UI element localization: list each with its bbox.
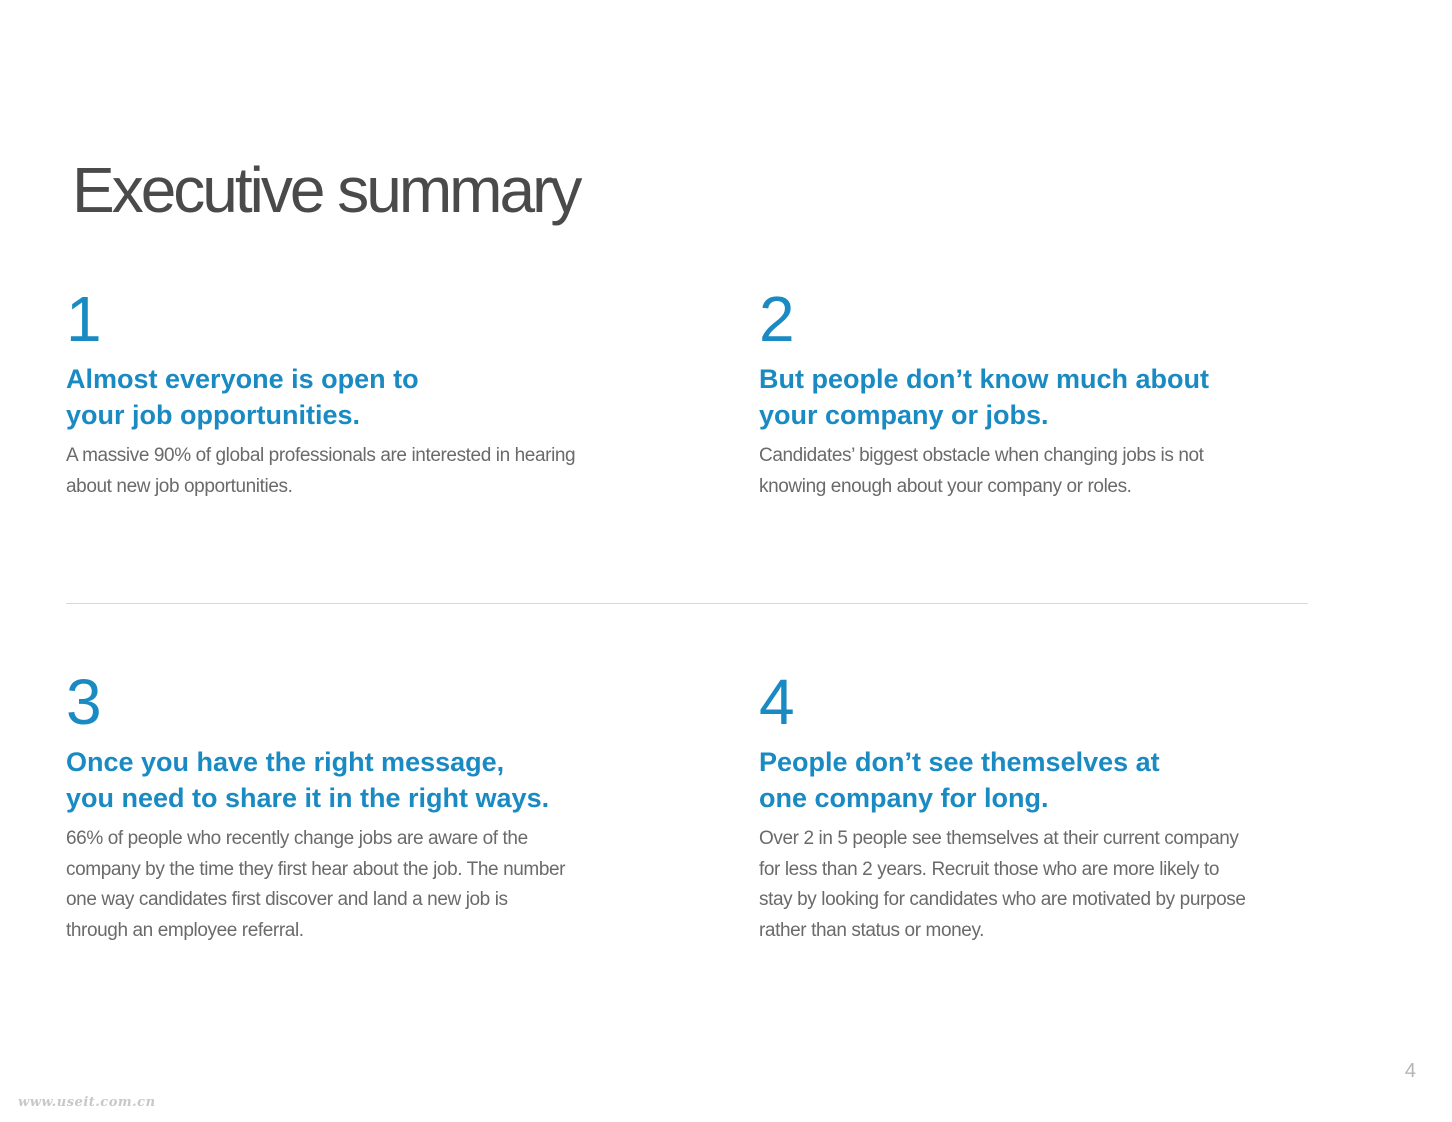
section-divider	[66, 603, 1308, 604]
item-heading-line: your job opportunities.	[66, 400, 360, 430]
item-heading	[759, 361, 1359, 433]
item-number: 2	[759, 283, 795, 355]
summary-item-3	[66, 666, 666, 946]
summary-item-2	[759, 283, 1359, 502]
item-heading-line: you need to share it in the right ways.	[66, 783, 550, 813]
item-body-line: one way candidates first discover and land a new job is	[66, 889, 508, 910]
item-body-line: knowing enough about your company or roles.	[759, 475, 1132, 497]
item-number: 1	[66, 283, 102, 355]
item-body	[759, 824, 1359, 946]
item-body-line: 66% of people who recently change jobs are aware of the	[66, 828, 528, 849]
item-body-line: about new job opportunities.	[66, 475, 293, 497]
item-body-line: company by the time they first hear about the job. The number	[66, 858, 566, 880]
item-heading-line: People don’t see themselves at	[759, 747, 1160, 777]
item-heading-line: Once you have the right message,	[66, 747, 505, 777]
item-body-line: Over 2 in 5 people see themselves at their current company	[759, 828, 1239, 849]
watermark: www.useit.com.cn	[18, 1095, 156, 1110]
item-number: 3	[66, 666, 102, 738]
item-heading-line: one company for long.	[759, 783, 1049, 813]
item-body-line: rather than status or money.	[759, 919, 985, 941]
item-body-line: A massive 90% of global professionals are interested in hearing	[66, 445, 576, 466]
item-heading-line: But people don’t know much about	[759, 364, 1209, 394]
item-number: 4	[759, 666, 795, 738]
item-heading-line: your company or jobs.	[759, 400, 1049, 430]
item-body	[759, 441, 1359, 502]
item-body-line: Candidates’ biggest obstacle when changing jobs is not	[759, 445, 1204, 466]
summary-item-4	[759, 666, 1359, 946]
item-heading-line: Almost everyone is open to	[66, 364, 419, 394]
item-body-line: through an employee referral.	[66, 919, 304, 941]
item-body	[66, 441, 666, 502]
summary-item-1	[66, 283, 666, 502]
item-body-line: stay by looking for candidates who are motivated by purpose	[759, 889, 1246, 910]
page-number: 4	[1404, 1060, 1416, 1082]
item-body-line: for less than 2 years. Recruit those who are more likely to	[759, 858, 1220, 880]
item-heading	[759, 744, 1359, 816]
item-body	[66, 824, 666, 946]
item-heading	[66, 744, 666, 816]
item-heading	[66, 361, 666, 433]
page-title: Executive summary	[72, 154, 580, 226]
